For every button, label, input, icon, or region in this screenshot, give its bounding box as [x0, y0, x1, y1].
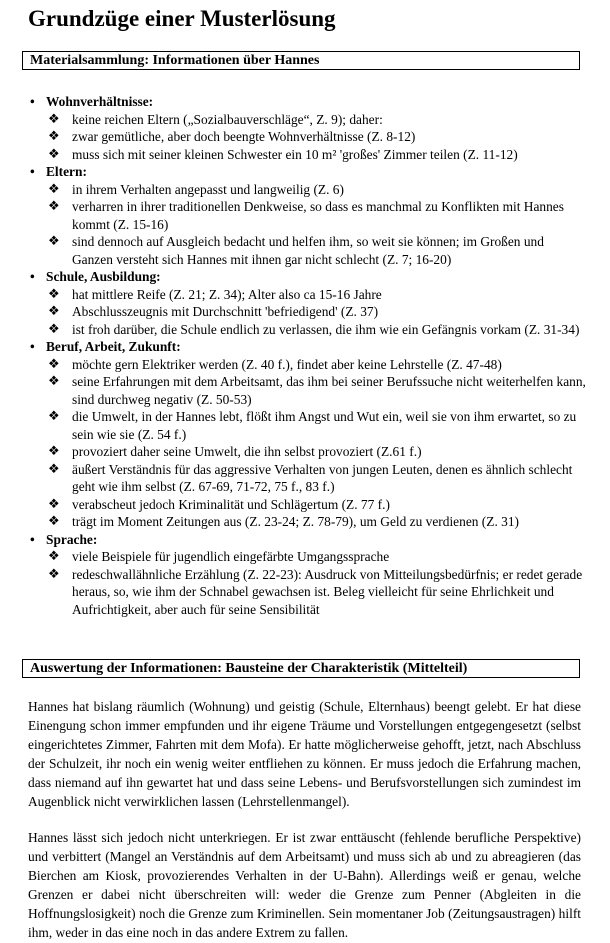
list-item: ❖ muss sich mit seiner kleinen Schwester ein 10 m² 'großes' Zimmer teilen (Z. 11-12): [48, 146, 518, 162]
four-diamond-bullet-icon: ❖: [48, 181, 60, 197]
category-heading: • Wohnverhältnisse:: [46, 93, 588, 111]
four-diamond-bullet-icon: ❖: [48, 549, 60, 564]
list-item: ❖ keine reichen Eltern („Sozialbauverschläge“, Z. 9); daher:: [48, 111, 383, 127]
list-item: ❖ provoziert daher seine Umwelt, die ihn selbst provoziert (Z.61 f.): [48, 444, 422, 459]
list-item: ❖ hat mittlere Reife (Z. 21; Z. 34); Alter also ca 15-16 Jahre: [48, 286, 382, 302]
four-diamond-bullet-icon: ❖: [48, 286, 60, 302]
paragraph: Hannes lässt sich jedoch nicht unterkriegen. Er ist zwar enttäuscht (fehlende berufliche Perspektive) und verbittert (Mangel an Verständnis auf dem Arbeitsamt) und muss sich ab und zu abreagieren (das Bierchen am Kiosk, provozierendes Verhalten in der U-Bahn). Allerdings weiß er genau, welche Grenzen er dabei nicht überschreiten will: weder die Grenze zum Penner (Abgleiten in die Hoffnungslosigkeit) noch die Grenze zum Kriminellen. Sein momentaner Job (Zeitungsaustragen) hilft ihm, weder in das eine noch in das andere Extrem zu fallen.: [28, 830, 581, 940]
category-sprache: [22, 531, 588, 619]
four-diamond-bullet-icon: ❖: [48, 356, 60, 372]
category-beruf-arbeit-zukunft: [22, 338, 588, 531]
four-diamond-bullet-icon: ❖: [48, 566, 60, 582]
category-heading: • Schule, Ausbildung:: [46, 268, 588, 286]
list-item: ❖ verabscheut jedoch Kriminalität und Schlägertum (Z. 77 f.): [48, 496, 390, 512]
four-diamond-bullet-icon: ❖: [48, 409, 60, 424]
list-item: ❖ äußert Verständnis für das aggressive Verhalten von jungen Leuten, denen es ähnlich schlecht geht wie ihm selbst (Z. 67-69, 71-72, 75 f., 83 f.): [48, 461, 573, 494]
category-wohnverhaeltnisse: [22, 93, 588, 163]
page-title: Grundzüge einer Musterlösung: [28, 6, 336, 31]
four-diamond-bullet-icon: ❖: [48, 461, 60, 477]
category-heading: • Beruf, Arbeit, Zukunft:: [46, 338, 588, 356]
list-item: ❖ ist froh darüber, die Schule endlich zu verlassen, die ihm wie ein Gefängnis vorkam (Z. 31-34): [48, 321, 580, 337]
list-item: ❖ seine Erfahrungen mit dem Arbeitsamt, das ihm bei seiner Berufssuche nicht weiterhelfen kann, sind durchweg negativ (Z. 50-53): [48, 374, 586, 407]
list-item: ❖ in ihrem Verhalten angepasst und langweilig (Z. 6): [48, 181, 344, 197]
four-diamond-bullet-icon: ❖: [48, 129, 60, 144]
list-item: ❖ redeschwallähnliche Erzählung (Z. 22-23): Ausdruck von Mitteilungsbedürfnis; er redet gerade heraus, so, wie ihm der Schnabel gewachsen ist. Beleg vielleicht für seine Ehrlichkeit und Aufrichtigkeit, aber auch für seine Sensibilität: [48, 566, 583, 617]
list-item: ❖ sind dennoch auf Ausgleich bedacht und helfen ihm, so weit sie können; im Großen und Ganzen versteht sich Hannes mit ihnen gar nicht schlecht (Z. 7; 16-20): [48, 234, 544, 267]
four-diamond-bullet-icon: ❖: [48, 321, 60, 337]
four-diamond-bullet-icon: ❖: [48, 514, 60, 529]
list-item: ❖ möchte gern Elektriker werden (Z. 40 f.), findet aber keine Lehrstelle (Z. 47-48): [48, 356, 502, 372]
four-diamond-bullet-icon: ❖: [48, 146, 60, 162]
list-item: ❖ Abschlusszeugnis mit Durchschnitt 'befriedigend' (Z. 37): [48, 304, 379, 319]
category-eltern: [22, 163, 588, 268]
four-diamond-bullet-icon: ❖: [48, 304, 60, 319]
list-item: ❖ trägt im Moment Zeitungen aus (Z. 23-24; Z. 78-79), um Geld zu verdienen (Z. 31): [48, 514, 519, 529]
four-diamond-bullet-icon: ❖: [48, 234, 60, 249]
category-heading: • Sprache:: [46, 531, 588, 549]
four-diamond-bullet-icon: ❖: [48, 111, 60, 127]
four-diamond-bullet-icon: ❖: [48, 199, 60, 214]
four-diamond-bullet-icon: ❖: [48, 496, 60, 512]
list-item: ❖ verharren in ihrer traditionellen Denkweise, so dass es manchmal zu Konflikten mit Hannes kommt (Z. 15-16): [48, 199, 564, 232]
category-schule-ausbildung: [22, 268, 588, 338]
four-diamond-bullet-icon: ❖: [48, 444, 60, 459]
paragraph: Hannes hat bislang räumlich (Wohnung) und geistig (Schule, Elternhaus) beengt gelebt. Er hat diese Einengung schon immer empfunden und ihr eigene Träume und Vorstellungen entgegengesetzt (selbst eingerichtetes Zimmer, Fahrten mit dem Mofa). Er hatte möglicherweise gehofft, jetzt, nach Abschluss der Schulzeit, ihr noch ein wenig weiter entfliehen zu können. Er muss jedoch die Erfahrung machen, dass niemand auf ihn gewartet hat und dass seine Lebens- und Berufsvorstellungen sich zumindest im Augenblick nicht verwirklichen lassen (Lehrstellenmangel).: [28, 699, 581, 809]
list-item: ❖ zwar gemütliche, aber doch beengte Wohnverhältnisse (Z. 8-12): [48, 129, 416, 144]
section-heading-materialsammlung: Materialsammlung: Informationen über Hannes: [22, 51, 580, 70]
section-heading-auswertung: Auswertung der Informationen: Bausteine der Charakteristik (Mittelteil): [22, 659, 580, 678]
list-item: ❖ viele Beispiele für jugendlich eingefärbte Umgangssprache: [48, 549, 390, 564]
list-item: ❖ die Umwelt, in der Hannes lebt, flößt ihm Angst und Wut ein, weil sie von ihm erwartet, so zu sein wie sie (Z. 54 f.): [48, 409, 577, 442]
four-diamond-bullet-icon: ❖: [48, 374, 60, 389]
category-heading: • Eltern:: [46, 163, 588, 181]
info-list: [22, 93, 588, 618]
